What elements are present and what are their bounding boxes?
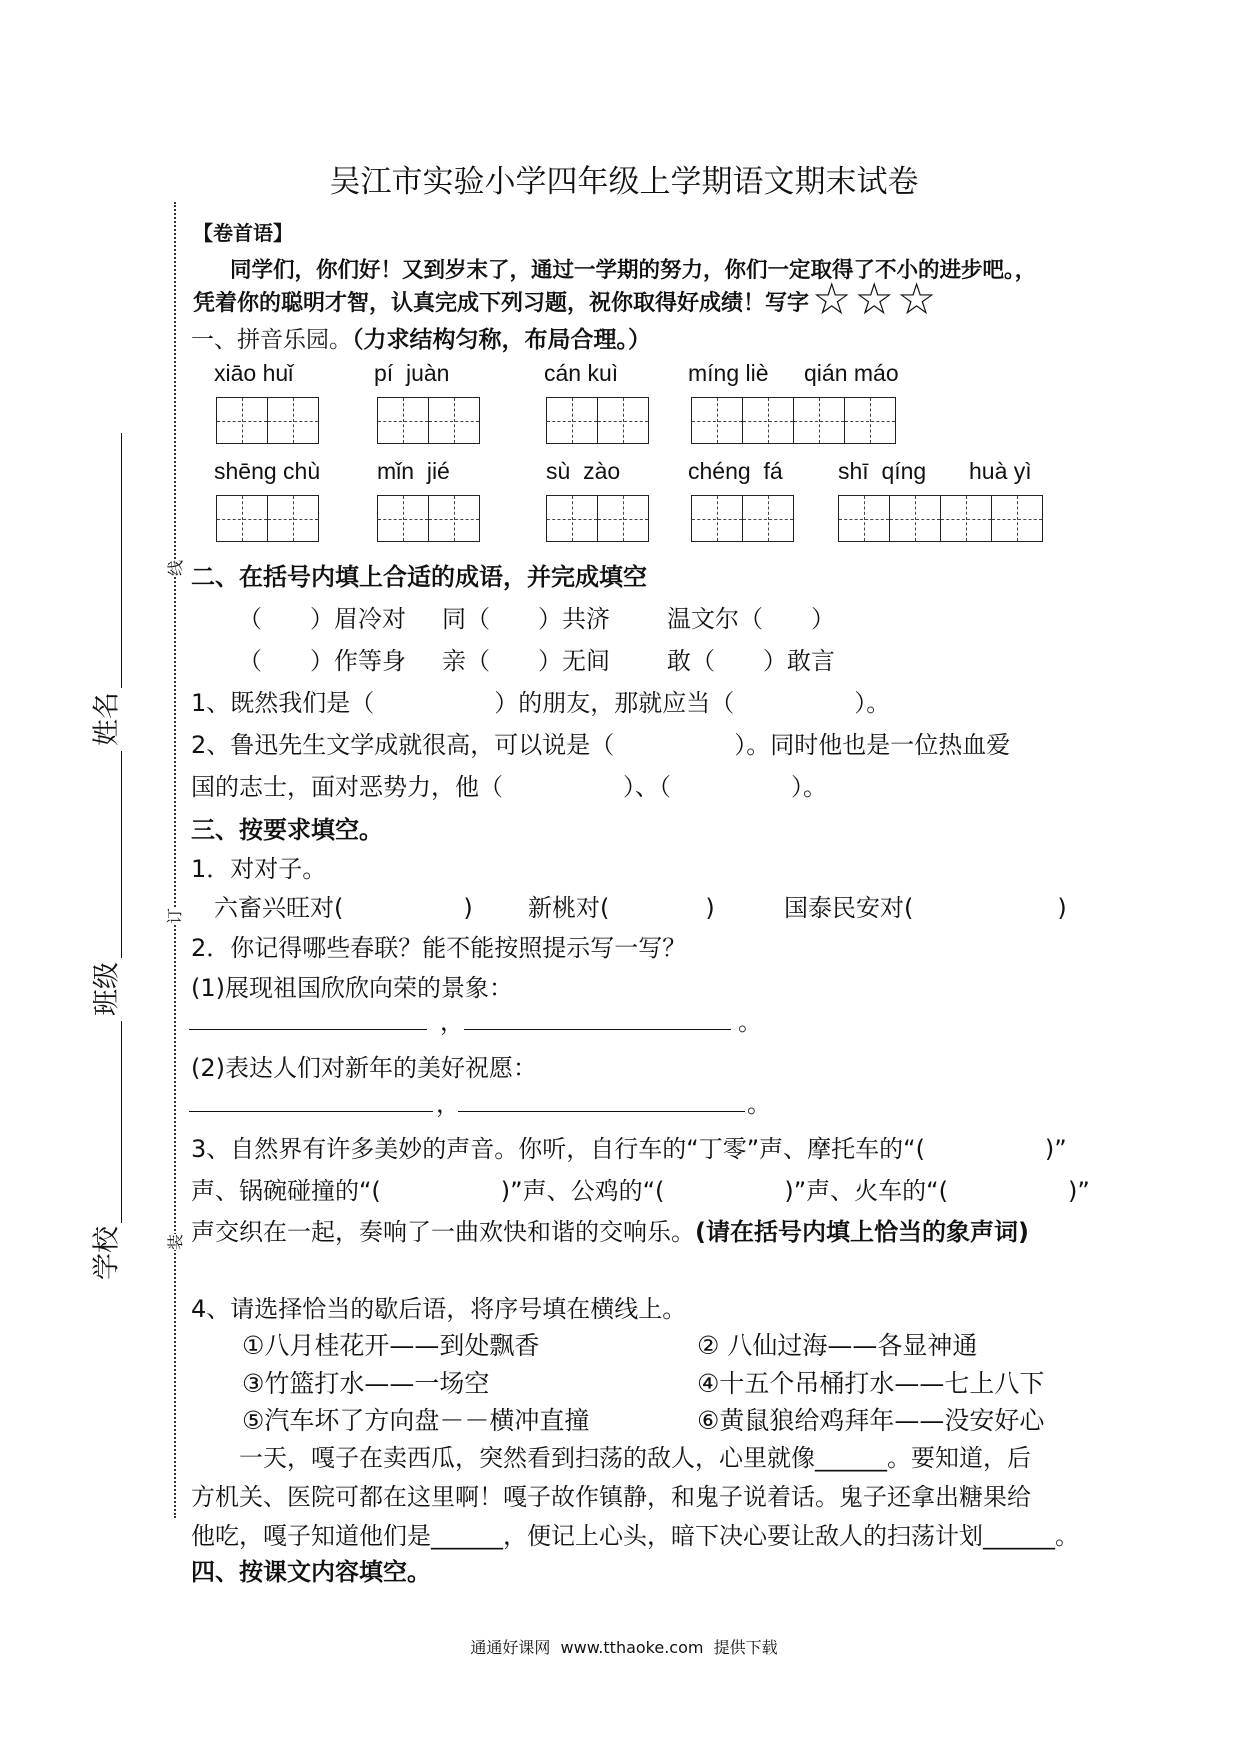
passage-line: 一天，嘎子在卖西瓜，突然看到扫荡的敌人，心里就像______。要知道，后: [239, 1444, 1031, 1472]
spring-couplet-prompt-2: (2)表达人们对新年的美好祝愿：: [191, 1054, 537, 1082]
writing-box: [546, 495, 598, 542]
xiehouyu-option: ⑤汽车坏了方向盘－－横冲直撞: [242, 1406, 590, 1435]
idiom-item: （ ）眉冷对: [238, 605, 406, 633]
preface-line-1: 同学们，你们好！又到岁末了，通过一学期的努力，你们一定取得了不小的进步吧。，: [230, 258, 1037, 283]
answer-line: [189, 1029, 427, 1030]
pinyin-item: mǐn jié: [377, 458, 450, 484]
page-footer: 通通好课网 www.tthaoke.com 提供下载: [470, 1638, 778, 1657]
pinyin-item: míng liè: [688, 360, 769, 386]
writing-box: [216, 495, 268, 542]
idiom-item: （ ）作等身: [238, 647, 406, 675]
idiom-item: 同（ ）共济: [442, 605, 610, 633]
binding-dotted-line: [174, 202, 176, 1518]
writing-box: [428, 495, 480, 542]
class-blank-line: [121, 751, 122, 958]
writing-box: [377, 495, 429, 542]
spring-couplet-prompt-1: (1)展现祖国欣欣向荣的景象：: [191, 974, 513, 1002]
section2-question-2-line-1: 2、鲁迅先生文学成就很高，可以说是（ ）。同时他也是一位热血爱: [191, 731, 1011, 759]
school-label: 学校: [91, 1226, 123, 1280]
xiehouyu-heading: 4、请选择恰当的歇后语，将序号填在横线上。: [191, 1295, 687, 1323]
onomatopoeia-line-2: 声、锅碗碰撞的“( )”声、公鸡的“( )”声、火车的“( )”: [191, 1177, 1090, 1205]
answer-line: [189, 1111, 433, 1112]
onomatopoeia-line-1: 3、自然界有许多美妙的声音。你听，自行车的“丁零”声、摩托车的“( )”: [191, 1135, 1067, 1163]
writing-box: [597, 495, 649, 542]
idiom-item: 敢（ ）敢言: [667, 647, 835, 675]
pinyin-item: chéng fá: [688, 458, 783, 484]
answer-comma: ，: [436, 1090, 460, 1118]
page-title: 吴江市实验小学四年级上学期语文期末试卷: [329, 164, 919, 200]
onomatopoeia-line-3: [191, 1220, 1029, 1244]
xiehouyu-option: ③竹篮打水——一场空: [242, 1369, 490, 1398]
writing-box: [267, 495, 319, 542]
section1-heading: [191, 329, 651, 352]
section1-note: （力求结构匀称，布局合理。）: [352, 327, 651, 353]
writing-box: [940, 495, 992, 542]
answer-line: [458, 1111, 745, 1112]
pinyin-item: sù zào: [546, 458, 621, 484]
xiehouyu-option: ⑥黄鼠狼给鸡拜年——没安好心: [697, 1406, 1045, 1435]
section2-question-1: 1、既然我们是（ ）的朋友，那就应当（ ）。: [191, 689, 891, 717]
xiehouyu-option: ④十五个吊桶打水——七上八下: [697, 1369, 1045, 1398]
writing-box: [742, 495, 794, 542]
onomatopoeia-text: 声交织在一起，奏响了一曲欢快和谐的交响乐。: [191, 1218, 695, 1246]
spring-couplet-heading: 2．你记得哪些春联？能不能按照提示写一写？: [191, 934, 687, 962]
pinyin-item: shī qíng: [838, 458, 927, 484]
preface-line-2: 凭着你的聪明才智，认真完成下列习题，祝你取得好成绩！写字: [193, 291, 810, 316]
binding-mark-zhuang: 装: [166, 1233, 185, 1251]
pinyin-item: cán kuì: [544, 360, 619, 386]
school-blank-line: [121, 1021, 122, 1223]
writing-box: [267, 397, 319, 444]
couplet-item: 六畜兴旺对( ): [214, 894, 473, 922]
writing-box: [597, 397, 649, 444]
xiehouyu-option: ② 八仙过海——各显神通: [697, 1331, 978, 1360]
answer-period: 。: [738, 1008, 762, 1036]
section4-heading: 四、按课文内容填空。: [191, 1558, 431, 1586]
writing-box: [428, 397, 480, 444]
idiom-item: 温文尔（ ）: [667, 605, 835, 633]
writing-box: [691, 397, 743, 444]
name-label: 姓名: [91, 692, 123, 746]
writing-box: [546, 397, 598, 444]
pinyin-item: qián máo: [804, 360, 899, 386]
binding-mark-xian: 线: [166, 559, 185, 577]
writing-box: [889, 495, 941, 542]
writing-box: [691, 495, 743, 542]
passage-line: 他吃，嘎子知道他们是______，便记上心头，暗下决心要让敌人的扫荡计划______。: [191, 1522, 1079, 1550]
pinyin-item: huà yì: [969, 458, 1032, 484]
writing-box: [844, 397, 896, 444]
couplet-question-heading: 1．对对子。: [191, 855, 327, 883]
name-blank-line: [121, 433, 122, 688]
class-label: 班级: [91, 962, 123, 1016]
idiom-item: 亲（ ）无间: [442, 647, 610, 675]
section2-heading: 二、在括号内填上合适的成语，并完成填空: [191, 563, 647, 591]
writing-box: [742, 397, 794, 444]
answer-period: 。: [747, 1090, 771, 1118]
writing-box: [838, 495, 890, 542]
answer-comma: ，: [440, 1008, 464, 1036]
pinyin-item: xiāo huǐ: [214, 360, 294, 386]
section3-heading: 三、按要求填空。: [191, 816, 383, 844]
onomatopoeia-instruction: (请在括号内填上恰当的象声词): [695, 1218, 1029, 1246]
writing-box: [377, 397, 429, 444]
writing-box: [991, 495, 1043, 542]
answer-line: [464, 1029, 731, 1030]
pinyin-item: pí juàn: [374, 360, 450, 386]
section2-question-2-line-2: 国的志士，面对恶势力，他（ ）、（ ）。: [191, 773, 827, 801]
xiehouyu-option: ①八月桂花开——到处飘香: [242, 1331, 540, 1360]
couplet-item: 国泰民安对( ): [784, 894, 1067, 922]
writing-box: [793, 397, 845, 444]
couplet-item: 新桃对( ): [528, 894, 715, 922]
preface-heading: 【卷首语】: [193, 221, 293, 245]
pinyin-item: shēng chù: [214, 458, 321, 484]
rating-stars: ☆☆☆: [812, 274, 940, 325]
binding-mark-ding: 订: [165, 907, 184, 925]
section1-title: 一、拼音乐园。: [191, 327, 352, 353]
passage-line: 方机关、医院可都在这里啊！嘎子故作镇静，和鬼子说着话。鬼子还拿出糖果给: [191, 1483, 1031, 1511]
writing-box: [216, 397, 268, 444]
